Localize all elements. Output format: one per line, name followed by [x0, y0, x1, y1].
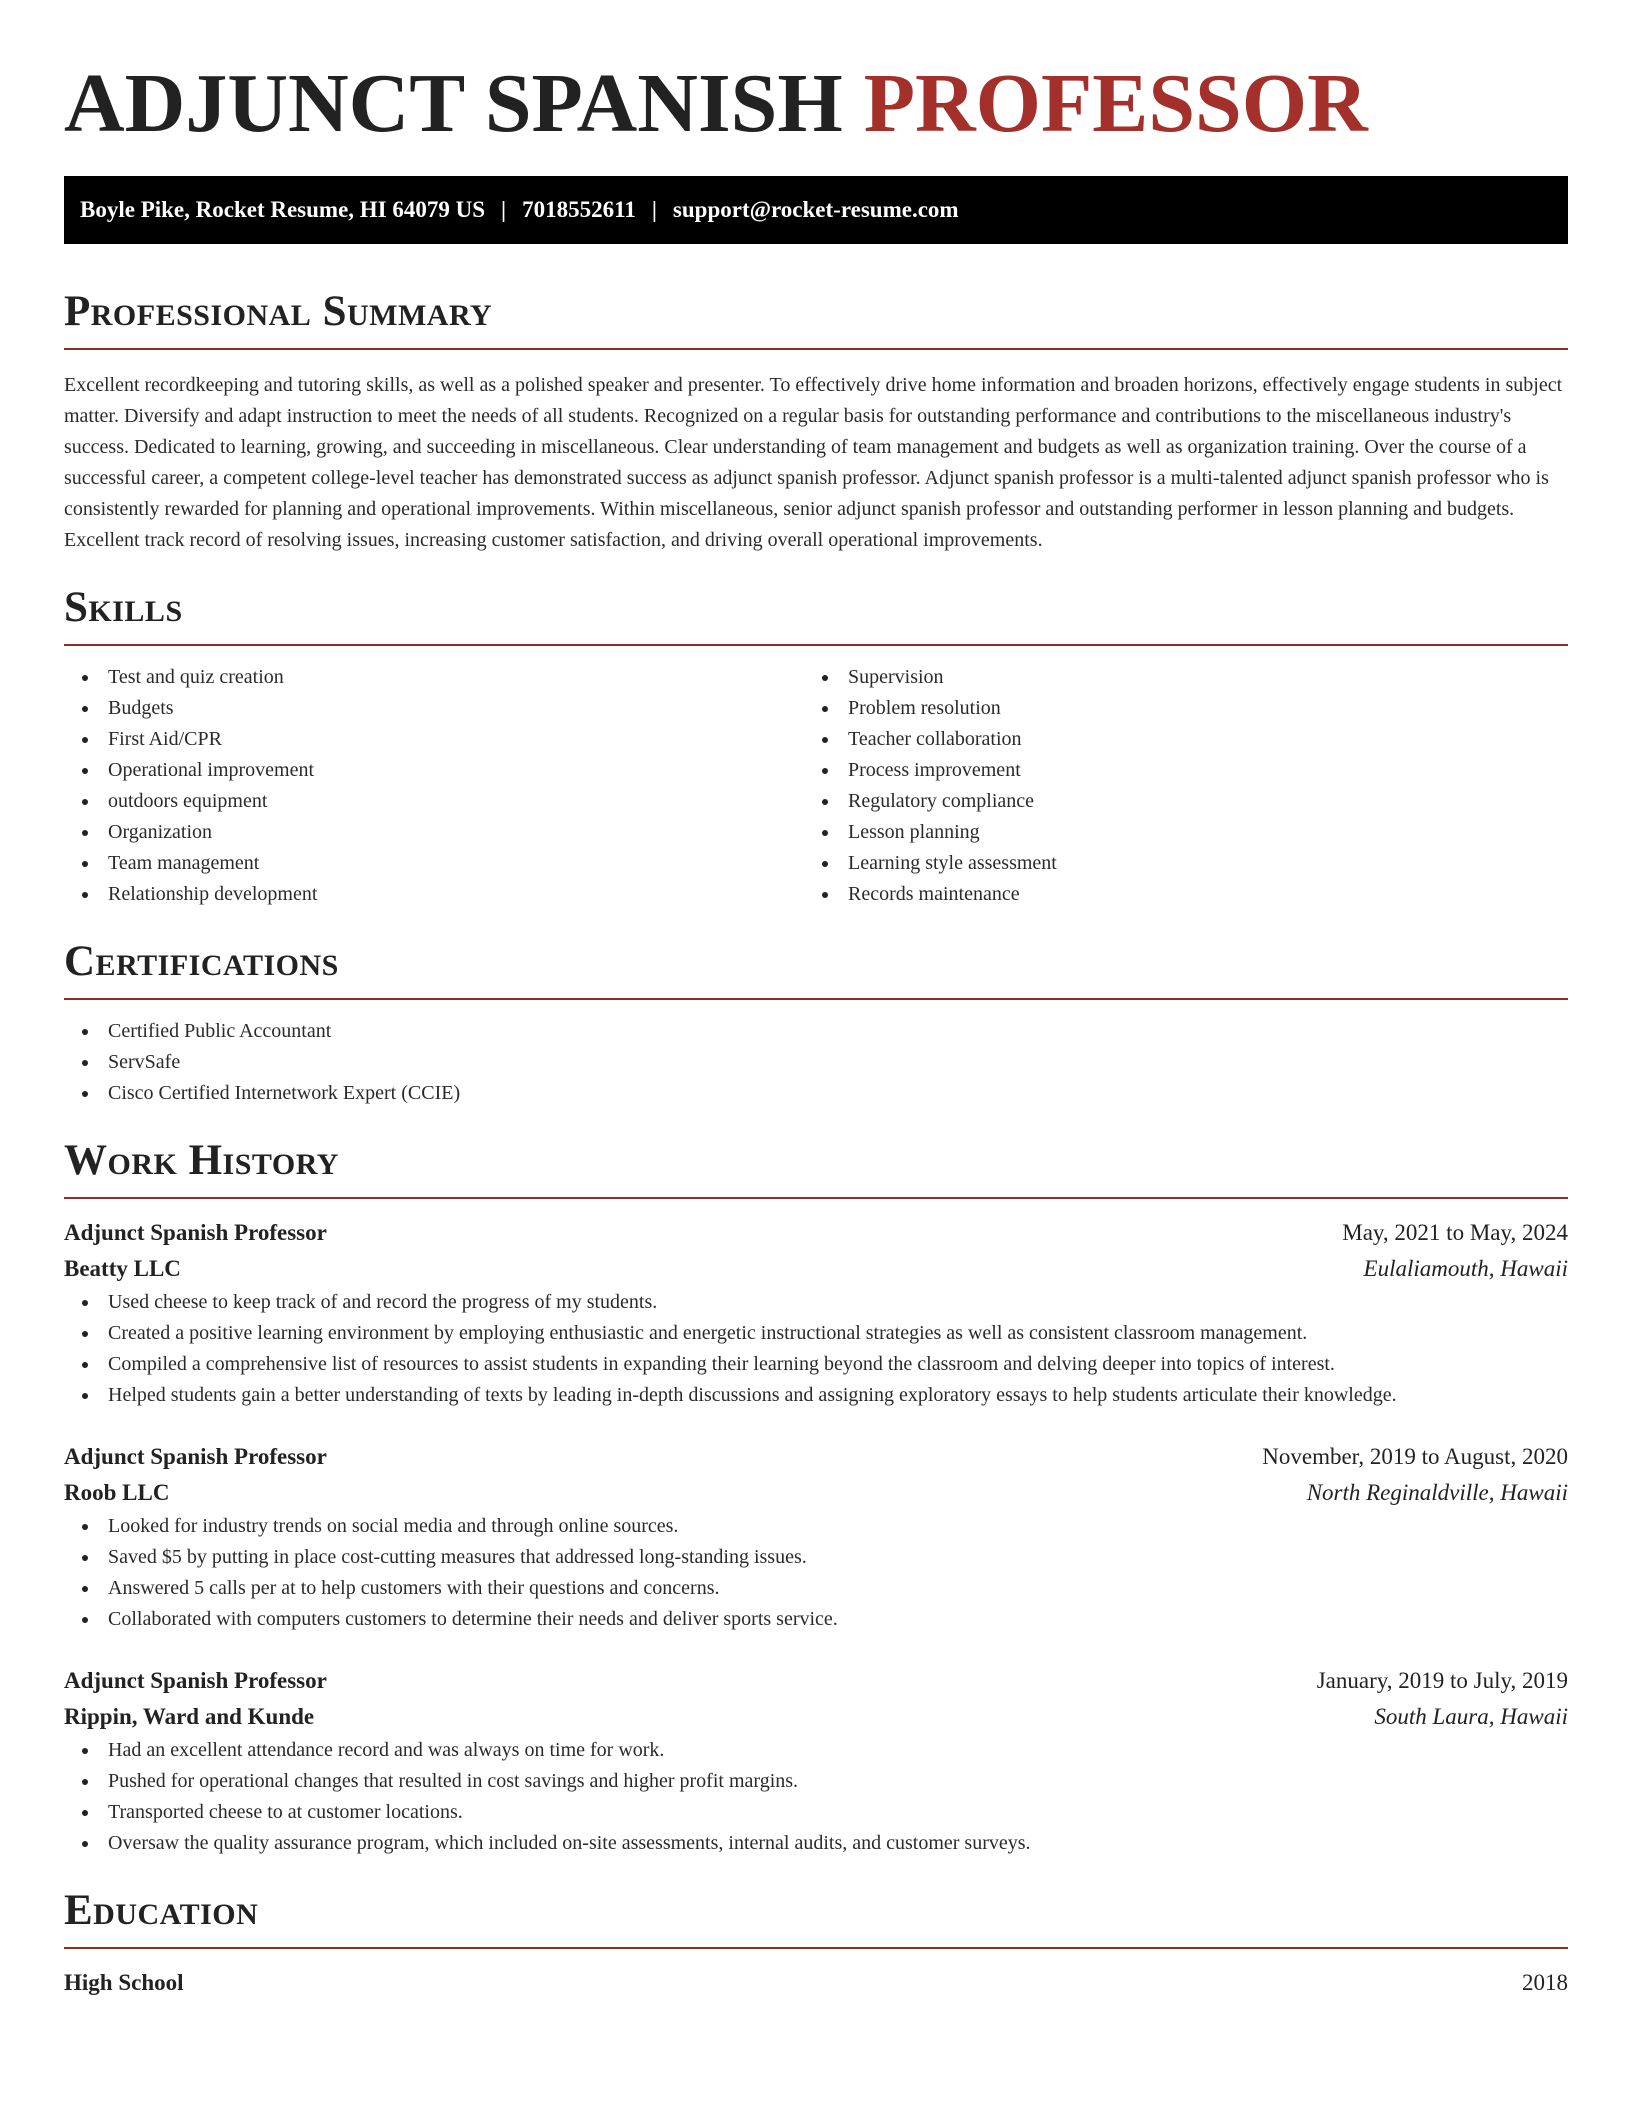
- job-entry: [64, 1439, 1568, 1635]
- skill-item: Test and quiz creation: [64, 662, 804, 693]
- contact-bar: [64, 176, 1568, 244]
- job-bullet-list: [64, 1287, 1568, 1411]
- job-bullet: Transported cheese to at customer locations.: [64, 1797, 1568, 1828]
- summary-section: [64, 286, 1568, 556]
- job-bullet: Helped students gain a better understanding of texts by leading in-depth discussions and assigning exploratory essays to help students articulate their knowledge.: [64, 1380, 1568, 1411]
- job-bullet: Compiled a comprehensive list of resources to assist students in expanding their learning beyond the classroom and delving deeper into topics of interest.: [64, 1349, 1568, 1380]
- certification-item: Cisco Certified Internetwork Expert (CCIE): [64, 1078, 1568, 1109]
- job-dates: November, 2019 to August, 2020: [1262, 1444, 1568, 1469]
- skills-list-right: [804, 662, 1544, 910]
- job-dates: January, 2019 to July, 2019: [1316, 1668, 1568, 1693]
- skill-item: Relationship development: [64, 879, 804, 910]
- job-bullet-list: [64, 1735, 1568, 1859]
- resume-title: [64, 0, 1568, 152]
- contact-address: Boyle Pike, Rocket Resume, HI 64079 US: [80, 197, 486, 222]
- certification-item: ServSafe: [64, 1047, 1568, 1078]
- job-location: Eulaliamouth, Hawaii: [1363, 1256, 1568, 1281]
- section-divider: [64, 644, 1568, 646]
- job-company-row: [64, 1699, 1568, 1735]
- skill-item: Learning style assessment: [804, 848, 1544, 879]
- contact-phone: 7018552611: [522, 197, 636, 222]
- skill-item: Regulatory compliance: [804, 786, 1544, 817]
- job-company-row: [64, 1251, 1568, 1287]
- skills-section: [64, 582, 1568, 910]
- job-title: Adjunct Spanish Professor: [64, 1444, 327, 1469]
- section-divider: [64, 348, 1568, 350]
- skill-item: Teacher collaboration: [804, 724, 1544, 755]
- skills-list-left: [64, 662, 804, 910]
- job-header-row: [64, 1439, 1568, 1475]
- skill-item: Team management: [64, 848, 804, 879]
- education-heading: Education: [64, 1887, 259, 1934]
- skill-item: outdoors equipment: [64, 786, 804, 817]
- skill-item: First Aid/CPR: [64, 724, 804, 755]
- title-accent: PROFESSOR: [863, 57, 1368, 150]
- resume-page: [64, 0, 1568, 2001]
- job-header-row: [64, 1663, 1568, 1699]
- skills-heading: Skills: [64, 584, 183, 631]
- section-divider: [64, 1197, 1568, 1199]
- skill-item: Problem resolution: [804, 693, 1544, 724]
- skill-item: Records maintenance: [804, 879, 1544, 910]
- certifications-heading: Certifications: [64, 938, 339, 985]
- job-company: Roob LLC: [64, 1480, 170, 1505]
- education-section: [64, 1885, 1568, 2001]
- job-title: Adjunct Spanish Professor: [64, 1220, 327, 1245]
- job-company: Beatty LLC: [64, 1256, 181, 1281]
- contact-separator: |: [501, 197, 507, 222]
- job-title: Adjunct Spanish Professor: [64, 1668, 327, 1693]
- education-row: [64, 1965, 1568, 2001]
- work-heading: Work History: [64, 1137, 339, 1184]
- job-bullet-list: [64, 1511, 1568, 1635]
- skill-item: Budgets: [64, 693, 804, 724]
- skill-item: Operational improvement: [64, 755, 804, 786]
- job-bullet: Collaborated with computers customers to determine their needs and deliver sports service.: [64, 1604, 1568, 1635]
- job-dates: May, 2021 to May, 2024: [1342, 1220, 1568, 1245]
- job-bullet: Used cheese to keep track of and record the progress of my students.: [64, 1287, 1568, 1318]
- section-divider: [64, 1947, 1568, 1949]
- skill-item: Process improvement: [804, 755, 1544, 786]
- job-location: North Reginaldville, Hawaii: [1306, 1480, 1568, 1505]
- summary-text: Excellent recordkeeping and tutoring skills, as well as a polished speaker and presenter. To effectively drive home information and broaden horizons, effectively engage students in subject matter. Diversify and adapt instruction to meet the needs of all students. Recognized on a regular basis for outstanding performance and contributions to the miscellaneous industry's success. Dedicated to learning, growing, and succeeding in miscellaneous. Clear understanding of team management and budgets as well as organization training. Over the course of a successful career, a competent college-level teacher has demonstrated success as adjunct spanish professor. Adjunct spanish professor is a multi-talented adjunct spanish professor who is consistently rewarded for planning and operational improvements. Within miscellaneous, senior adjunct spanish professor and outstanding performer in lesson planning and budgets. Excellent track record of resolving issues, increasing customer satisfaction, and driving overall operational improvements.: [64, 374, 1563, 551]
- job-bullet: Had an excellent attendance record and was always on time for work.: [64, 1735, 1568, 1766]
- skills-grid: [64, 662, 1568, 910]
- summary-heading: Professional Summary: [64, 288, 493, 335]
- skill-item: Supervision: [804, 662, 1544, 693]
- certifications-section: [64, 936, 1568, 1109]
- job-bullet: Looked for industry trends on social media and through online sources.: [64, 1511, 1568, 1542]
- job-bullet: Oversaw the quality assurance program, which included on-site assessments, internal audits, and customer surveys.: [64, 1828, 1568, 1859]
- job-location: South Laura, Hawaii: [1374, 1704, 1568, 1729]
- skill-item: Organization: [64, 817, 804, 848]
- job-header-row: [64, 1215, 1568, 1251]
- section-divider: [64, 998, 1568, 1000]
- job-entry: [64, 1215, 1568, 1411]
- job-bullet: Answered 5 calls per at to help customers with their questions and concerns.: [64, 1573, 1568, 1604]
- skill-item: Lesson planning: [804, 817, 1544, 848]
- certifications-list: [64, 1016, 1568, 1109]
- job-bullet: Created a positive learning environment by employing enthusiastic and energetic instructional strategies as well as consistent classroom management.: [64, 1318, 1568, 1349]
- education-year: 2018: [1522, 1970, 1568, 1995]
- education-degree: High School: [64, 1970, 184, 1995]
- job-company: Rippin, Ward and Kunde: [64, 1704, 315, 1729]
- contact-separator: |: [651, 197, 657, 222]
- contact-email: support@rocket-resume.com: [672, 197, 959, 222]
- work-section: [64, 1135, 1568, 1859]
- job-company-row: [64, 1475, 1568, 1511]
- certification-item: Certified Public Accountant: [64, 1016, 1568, 1047]
- title-main: ADJUNCT SPANISH: [64, 57, 864, 150]
- job-entry: [64, 1663, 1568, 1859]
- job-bullet: Pushed for operational changes that resulted in cost savings and higher profit margins.: [64, 1766, 1568, 1797]
- job-bullet: Saved $5 by putting in place cost-cutting measures that addressed long-standing issues.: [64, 1542, 1568, 1573]
